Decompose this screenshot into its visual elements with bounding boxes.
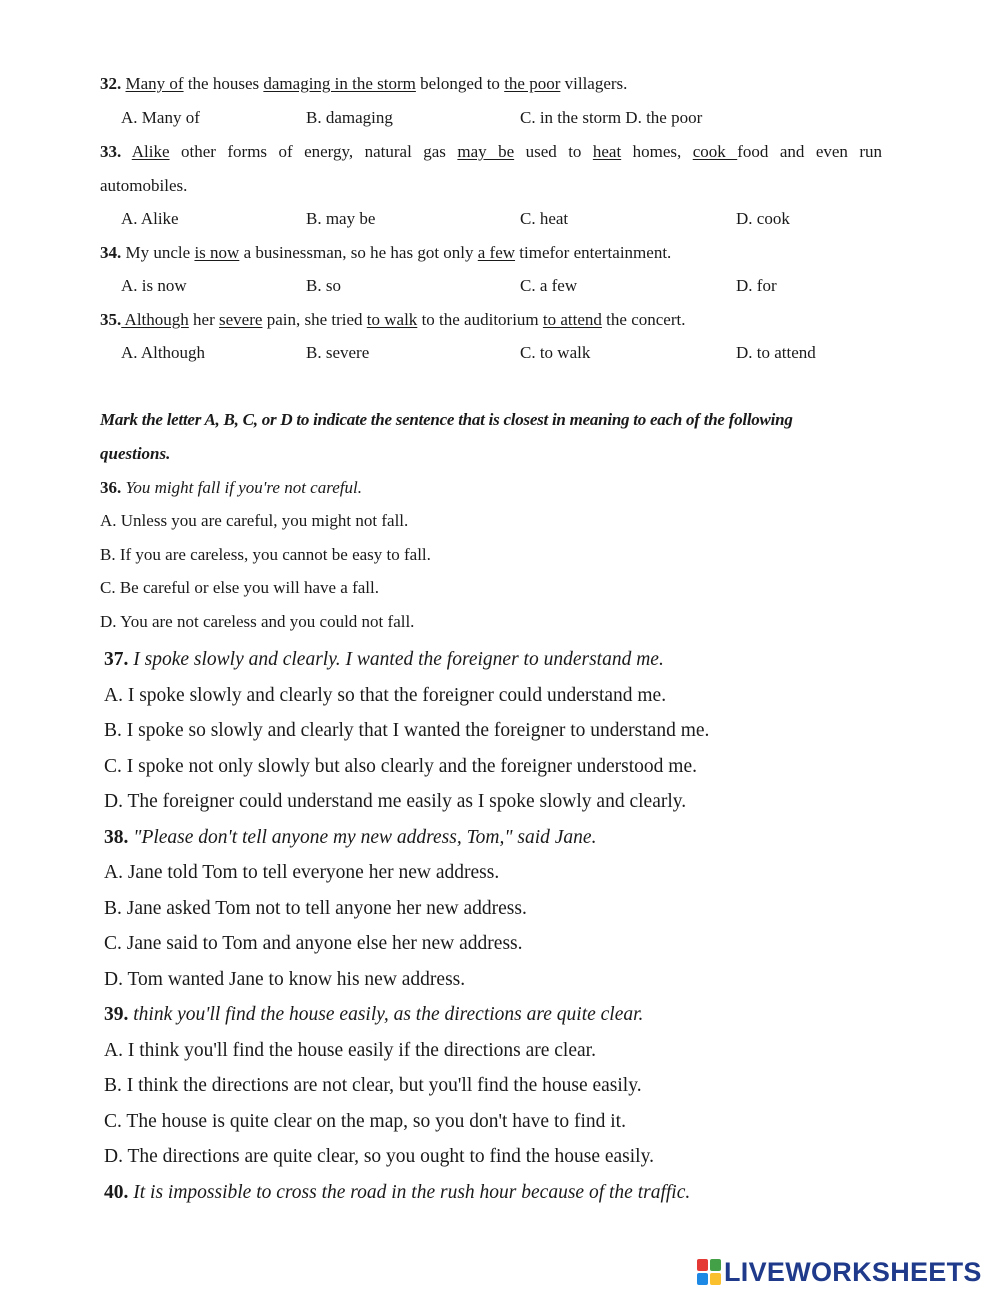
option-c: C. Jane said to Tom and anyone else her new address. <box>104 933 523 954</box>
option-b: B. Jane asked Tom not to tell anyone her new address. <box>104 898 527 919</box>
question-number: 39. <box>104 1004 129 1025</box>
question-number: 33. <box>100 142 122 161</box>
option-c: C. Be careful or else you will have a fall. <box>100 578 379 597</box>
question-prompt: I spoke slowly and clearly. I wanted the foreigner to understand me. <box>128 649 664 670</box>
question-number: 35. <box>100 310 122 329</box>
option-b: B. severe <box>306 343 370 362</box>
question-40 <box>104 1180 690 1206</box>
question-32 <box>100 73 627 95</box>
liveworksheets-logo-icon <box>697 1259 721 1285</box>
option-a: A. Alike <box>121 209 179 228</box>
question-number: 40. <box>104 1182 129 1203</box>
option-d: D. to attend <box>736 343 816 362</box>
question-number: 32. <box>100 74 122 93</box>
option-c: C. I spoke not only slowly but also clearly and the foreigner understood me. <box>104 756 697 777</box>
option-b: B. I spoke so slowly and clearly that I wanted the foreigner to understand me. <box>104 720 710 741</box>
option-b: B. may be <box>306 209 376 228</box>
option-b: B. I think the directions are not clear, but you'll find the house easily. <box>104 1075 642 1096</box>
option-c: C. heat <box>520 209 569 228</box>
option-b: B. so <box>306 276 341 295</box>
question-prompt: think you'll find the house easily, as the directions are quite clear. <box>128 1004 644 1025</box>
question-prompt: It is impossible to cross the road in the rush hour because of the traffic. <box>128 1182 691 1203</box>
option-d: D. The foreigner could understand me easily as I spoke slowly and clearly. <box>104 791 687 812</box>
question-prompt: "Please don't tell anyone my new address, Tom," said Jane. <box>128 827 597 848</box>
option-a: A. Unless you are careful, you might not fall. <box>100 511 409 530</box>
option-a: A. I spoke slowly and clearly so that the foreigner could understand me. <box>104 685 667 706</box>
question-38 <box>104 825 596 851</box>
logo-square-blue <box>697 1273 708 1285</box>
option-a: A. is now <box>121 276 187 295</box>
option-b: B. damaging <box>306 108 393 127</box>
liveworksheets-logo <box>697 1257 982 1287</box>
question-number: 38. <box>104 827 129 848</box>
option-a: A. Jane told Tom to tell everyone her new address. <box>104 862 500 883</box>
question-37 <box>104 647 664 673</box>
question-35: 35. Although her severe pain, she tried to walk to the auditorium to attend the concert. <box>100 310 686 329</box>
question-number: 36. <box>100 478 122 497</box>
option-c-d: C. in the storm D. the poor <box>520 108 703 127</box>
option-d: D. Tom wanted Jane to know his new address. <box>104 969 466 990</box>
option-d: D. for <box>736 276 777 295</box>
logo-square-red <box>697 1259 708 1271</box>
option-d: D. cook <box>736 209 790 228</box>
option-a: A. Many of <box>121 108 200 127</box>
question-39 <box>104 1002 643 1028</box>
question-prompt: You might fall if you're not careful. <box>121 478 362 497</box>
option-d: D. You are not careless and you could not fall. <box>100 612 415 631</box>
question-number: 34. <box>100 243 122 262</box>
option-a: A. Although <box>121 343 206 362</box>
logo-text: LIVEWORKSHEETS <box>724 1256 982 1287</box>
question-33: 33. Alike other forms of energy, natural gas may be used to heat homes, cook food and even run <box>100 142 883 161</box>
question-number: 37. <box>104 649 129 670</box>
logo-square-green <box>710 1259 721 1271</box>
question-text: Many of the houses damaging in the storm belonged to the poor villagers. <box>125 74 628 93</box>
question-34: 34. My uncle is now a businessman, so he has got only a few timefor entertainment. <box>100 243 672 262</box>
option-d: D. The directions are quite clear, so you ought to find the house easily. <box>104 1146 654 1167</box>
option-a: A. I think you'll find the house easily if the directions are clear. <box>104 1040 596 1061</box>
option-b: B. If you are careless, you cannot be easy to fall. <box>100 545 431 564</box>
question-36 <box>100 477 362 499</box>
logo-square-yellow <box>710 1273 721 1285</box>
question-33-continuation: automobiles. <box>100 176 188 195</box>
section-instruction-continuation: questions. <box>100 444 171 463</box>
section-instruction: Mark the letter A, B, C, or D to indicate the sentence that is closest in meaning to each of the following <box>100 410 793 429</box>
option-c: C. to walk <box>520 343 591 362</box>
option-c: C. a few <box>520 276 578 295</box>
option-c: C. The house is quite clear on the map, so you don't have to find it. <box>104 1111 626 1132</box>
